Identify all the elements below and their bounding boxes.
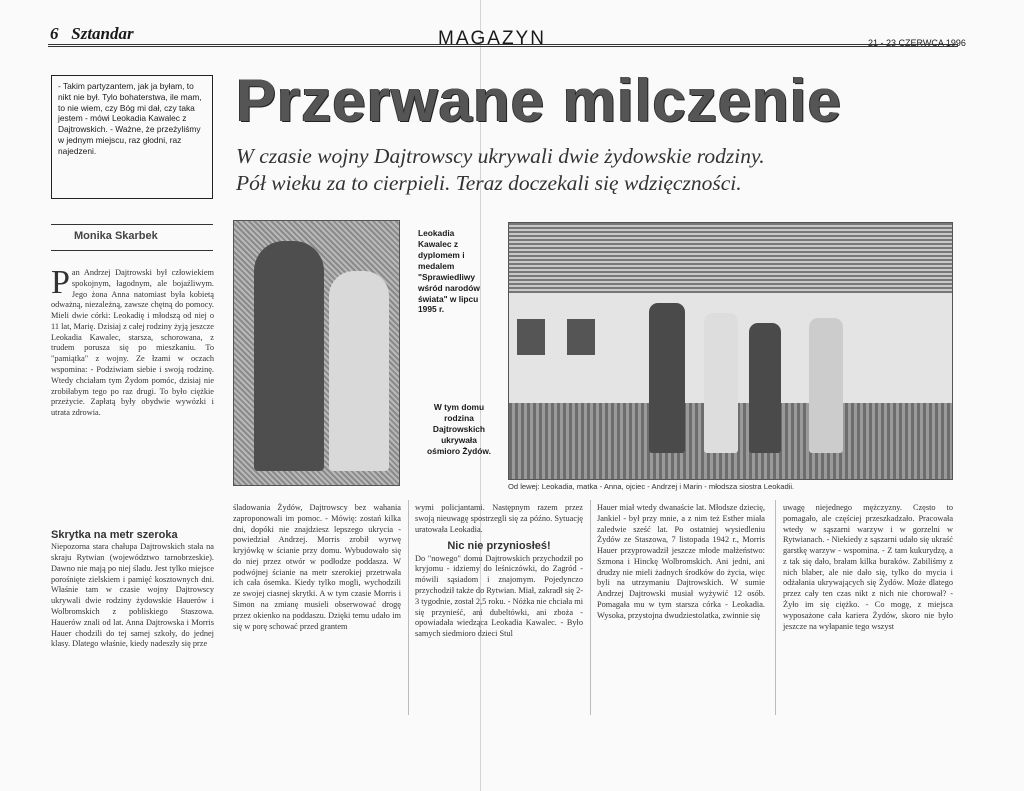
article-column-5: uwagę niejednego mężczyzny. Często to pomagało, ale częściej przeszkadzało. Pracowała wtedy w sąszarni warzyw i w gorzelni w Rytwianach. - Niekiedy z sąszarni udało się ukraść garstkę warzyw - wspomina. - Z tam kukurydzę, a z tak się dało, brałam kilka buraków. Zabiliśmy z nich blaber, ale nie dało się, tylko do mycia i odżałania ukrywających się Żydów. Może dlatego przez cały ten czas nikt z nich nie chorował? - Żyło im się ciężko. - Co mogę, z miejsca wyposażone cała kariera Żydów, skoro nie było jeszcze na wyłapanie tego wszyst — [783, 503, 953, 631]
article-intro — [51, 264, 214, 419]
column-1b-text: Niepozorna stara chałupa Dajtrowskich stała na skraju Rytwian (województwo tarnobrzeskie). Dawno nie mają po niej śladu. Jest tylko miejsce porośnięte zielskiem i pamięć kosztownych dni. Właśnie tam w czasie wojny Dajtrowscy ukrywali dwie rodziny żydowskie Hauerów i Wolbromskich z pobliskiego Staszowa. Hauerów znali od lat. Anna Dajtrowska i Morris Hauer chodzili do tej samej szkoły, do jednej klasy. Dlatego właśnie, kiedy nadeszły się prze — [51, 542, 214, 649]
column-3b-text: Do "nowego" domu Dajtrowskich przychodził po kryjomu - idziemy do leśniczówki, do Zagród - mówili sąsiadom i znajomym. Pojedynczo przychodził także do Rytwian. Miał, zakradł się 2-3 tygodnie, został 2,5 roku. - Nóżka nie chciała mi się przynieść, ani dubeltówki, ani zboża - opowiadała wiedząca Leokadia Kawalec. - Było samych siedmioro dzieci Stul — [415, 553, 583, 639]
header-rule — [48, 44, 958, 47]
subtitle-line-2: Pół wieku za to cierpieli. Teraz doczekali się wdzięczności. — [236, 170, 742, 195]
page-header — [50, 24, 134, 44]
photo-window — [567, 319, 595, 355]
column-rule — [775, 500, 776, 715]
photo-person — [649, 303, 685, 453]
caption-photo-2: Od lewej: Leokadia, matka - Anna, ojciec - Andrzej i Marin - młodsza siostra Leokadii. — [508, 482, 795, 491]
section-title: MAGAZYN — [438, 28, 546, 49]
intro-text: an Andrzej Dajtrowski był człowiekiem spokojnym, łagodnym, ale bojaźliwym. Jego żona Anna natomiast była kobietą odważną, niezależną, zawsze chętną do pomocy. Mieli dwie córki: Leokadię i młodszą od niej o 11 lat, Marię. Dzisiaj z całej rodziny żyją jeszcze Leokadia Kawalec, starsza, schorowana, z trudem porusza się po mieszkaniu. To "pamiątka" z wojny. Ze łzami w oczach wspomina: - Podziwiam siebie i swoją rodzinę. Wtedy chciałam tym Żydom pomóc, dzisiaj nie zrobiłabym tego po raz drugi. To było ciężkie przeżycie. Zapłatą były obydwie wywózki i utrata zdrowia. — [51, 268, 214, 418]
drop-cap: P — [51, 264, 70, 301]
column-rule — [590, 500, 591, 715]
article-column-4: Hauer miał wtedy dwanaście lat. Młodsze dziecię, Jankiel - był przy mnie, a z nim też Esther miała zaledwie sześć lat. Po ostatniej wysiedleniu Żydów ze Staszowa, 7 listopada 1942 r., Morris Hauer przyprowadził jeszcze młode małżeństwo: Szmona i Hinckę Wolbromskich. Ani jedni, ani drudzy nie mieli żadnych środków do życia, więc byli na utrzymaniu Dajtrowskich. W sumie Andrzej Dajtrowski musiał wyżywić 12 osób. Pomagała mu w tym starsza córka - Leokadia. Wysoka, przystojna dwudziestolatka, zwinnie się — [597, 503, 765, 620]
headline: Przerwane milczenie — [236, 67, 842, 134]
article-column-3 — [415, 503, 583, 640]
subhead-nic: Nic nie przyniosłeś! — [447, 540, 551, 553]
subhead-skrytka: Skrytka na metr szeroka — [51, 529, 178, 541]
paper-name: Sztandar — [71, 24, 134, 43]
photo-roof — [509, 223, 952, 293]
author-name: Monika Skarbek — [74, 230, 158, 242]
article-column-2: śladowania Żydów, Dajtrowscy bez wahania zaproponowali im pomoc. - Mówię: zostań kilka dni, dopóki nie znajdziesz lepszego ukrycia - powiedział Andrzej. Morris zrobił wyrwę kryjówkę w ścianie przy domu. Wybudowało się do niej przez otwór w podłodze poddasza. W podwójnej ścianie na metr szerokiej przetrwała ich cała ósemka. Kiedy tylko mogli, wychodzili ze swojej ciasnej skrytki. A w tym czasie Morris i Simon na zmianę musieli obserwować drogę przez okienko na poddaszu. Dzięki temu udało im się w porę schować przed grantem — [233, 503, 401, 631]
column-3a-text: wymi policjantami. Następnym razem przez swoją nieuwagę spostrzegli się za późno. Sytuację uratowała Leokadia. — [415, 503, 583, 534]
photo-person — [809, 318, 843, 453]
photo-person — [749, 323, 781, 453]
column-rule — [408, 500, 409, 715]
subtitle — [236, 143, 966, 197]
caption-photo-1: Leokadia Kawalec z dyplomem i medalem "Sprawiedliwy wśród narodów świata" w lipcu 1995 r. — [418, 228, 480, 315]
article-column-1b — [51, 528, 214, 650]
pull-quote: - Takim partyzantem, jak ja byłam, to nikt nie był. Tylo bohaterstwa, ile mam, to nie wiem, czy Bóg mi dał, czy taka jestem - mówi Leokadia Kawalec z Dajtrowskich. - Ważne, że przeżyliśmy w jednym miejscu, raz głodni, raz najedzeni. — [51, 75, 213, 199]
photo-figure — [329, 271, 389, 471]
author-rule-bottom — [51, 250, 213, 251]
photo-window — [517, 319, 545, 355]
photo-person — [704, 313, 738, 453]
photo-family-house — [508, 222, 953, 480]
page-number: 6 — [50, 24, 59, 43]
photo-figure — [254, 241, 324, 471]
subtitle-line-1: W czasie wojny Dajtrowscy ukrywali dwie żydowskie rodziny. — [236, 144, 765, 168]
author-rule-top — [51, 224, 213, 225]
issue-date: 21 - 23 CZERWCA 1996 — [868, 38, 966, 48]
photo-leokadia — [233, 220, 400, 486]
caption-house-side: W tym domu rodzina Dajtrowskich ukrywała ośmioro Żydów. — [427, 402, 491, 456]
